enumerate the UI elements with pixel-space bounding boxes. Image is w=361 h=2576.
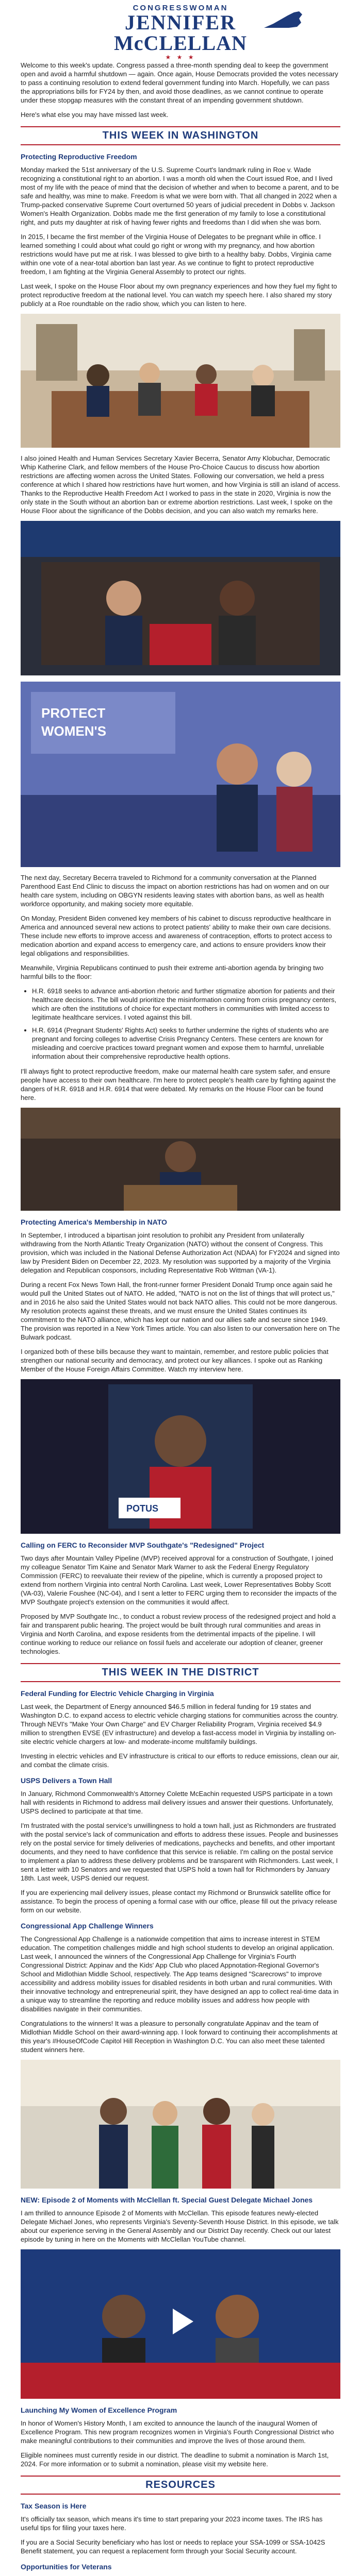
photo-house-floor: [21, 1108, 340, 1211]
photo-potus-interview: [21, 1379, 340, 1534]
photo-press-conference: [21, 314, 340, 448]
article-paragraph: In 2015, I became the first member of the Virginia House of Delegates to be pregnant while in office. I learned something I could about what could go right or wrong with my pregnancy, and how abortion restrictions would have put me at risk. I was blessed to give birth to a healthy baby. Dobbs, Virginia came within one vote of a near-total abortion ban last year. As we continue to fight to protect reproductive freedom, I am fighting at the Virginia General Assembly to protect our rights.: [21, 233, 332, 276]
logo-last-name: McCLELLAN: [114, 31, 247, 55]
article-paragraph: Eligible nominees must currently reside in our district. The deadline to submit a nomination is March 1st, 2024. For more information or to submit a nomination, please visit my website here.: [21, 2451, 329, 2468]
article-paragraph: On Monday, President Biden convened key members of his cabinet to discuss reproductive healthcare in America and announced several new actions to protect patients' ability to make their own care decisions. These include new efforts to improve access and awareness of contraception, efforts to protect access to medication abortion and expand access to emergency care, and actions to ensure providers know their legal obligations and responsibilities.: [21, 914, 332, 957]
logo-congress-text: CONGRESSWOMAN: [133, 3, 228, 12]
intro-paragraph: Welcome to this week's update. Congress passed a three-month spending deal to keep the government open and avoid a harmful shutdown — again. Once again, House Democrats provided the votes necessary to pass a continuing resolution to extend federal government funding into March. Hopefully, we can pass the appropriations bills for FY24 by then, and avoid those deadlines, as we cannot continue to operate under these stopgap measures with the constant threat of an impending government shutdown.: [21, 61, 338, 104]
article-heading: Federal Funding for Electric Vehicle Charging in Virginia: [21, 1689, 214, 1698]
photo-app-challenge-winners: [21, 2060, 340, 2189]
article-heading: Calling on FERC to Reconsider MVP Southgate's "Redesigned" Project: [21, 1541, 265, 1549]
logo-first-name: JENNIFER: [124, 10, 236, 34]
article-paragraph: If you are experiencing mail delivery issues, please contact my Richmond or Brunswick satellite office for assistance. To begin the process of opening a formal case with our office, please fill out the privacy release form on our website.: [21, 1889, 337, 1914]
article-paragraph: Last week, the Department of Energy announced $46.5 million in federal funding for 19 states and Washington D.C. to expand access to electric vehicle charging stations for communities across the country. Through NEVI's "Make Your Own Charge" and EV Charger Reliability Program, Virginia received $4.9 million to strengthen EVSE (EV infrastructure) and develop a fast-access model in Virginia by installing on-site electric vehicle chargers at low- and moderate-income multifamily buildings.: [21, 1703, 338, 1745]
article-heading: Opportunities for Veterans: [21, 2563, 112, 2571]
list-item: • H.R. 6918 seeks to advance anti-abortion rhetoric and further stigmatize abortion for patients and their healthcare decisions. The bill would prioritize the misinformation coming from crisis pregnancy centers, which are often the institutions of choice for expectant mothers in communities with limited access to legitimate healthcare services. I voted against this bill.: [32, 987, 340, 1022]
section-title: THIS WEEK IN THE DISTRICT: [102, 1667, 259, 1678]
intro-paragraph: Here's what else you may have missed last week.: [21, 111, 169, 118]
section-header-washington: [21, 126, 340, 145]
article-paragraph: I'm frustrated with the postal service's unwillingness to hold a town hall, just as Richmonders are frustrated with the postal service's lack of communication and efforts to address these issues. People and businesses rely on the postal service for timely deliveries of medications, paychecks and benefits, and other important documents, and they need to have confidence that this service is reliable. I'm calling on the postal service to implement a plan to address these delivery problems and be transparent with Richmonders. Last week, I sent a letter with 10 Senators and we requested that USPS hold a town hall for Richmonders by January 18th. Last week, USPS denied our request.: [21, 1822, 338, 1882]
article-paragraph: I organized both of these bills because they want to maintain, remember, and restore public policies that strengthen our national security and democracy, and protect our key alliances. I spoke out as Ranking Member of the House Foreign Affairs Committee. Watch my interview here.: [21, 1348, 329, 1373]
stars-decoration: ★ ★ ★: [165, 53, 196, 61]
article-paragraph: In September, I introduced a bipartisan joint resolution to prohibit any President from unilaterally withdrawing from the North Atlantic Treaty Organization (NATO) without the consent of Congress. This provision, which was included in the National Defense Authorization Act (NDAA) for FY2024 and signed into law by President Biden on December 22, 2023. My resolution was supported by a majority of the Virginia delegation and Republican cosponsors, including Representative Rob Wittman (VA-1).: [21, 1231, 340, 1274]
virginia-map-icon: [263, 9, 304, 30]
article-paragraph: Investing in electric vehicles and EV infrastructure is critical to our efforts to reduce emissions, clean our air, and combat the climate crisis.: [21, 1752, 339, 1769]
article-paragraph: I'll always fight to protect reproductive freedom, make our maternal health care system safer, and ensure people have access to their own healthcare. I'm here to protect people's health care by fighting against the dangers of H.R. 6918 and H.R. 6914 that were debated. My remarks on the House Floor can be found here.: [21, 1067, 336, 1101]
list-item: • H.R. 6914 (Pregnant Students' Rights Act) seeks to further undermine the rights of students who are pregnant and forcing colleges to advertise Crisis Pregnancy Centers. These centers are known for misleading and coercive practices toward pregnant women and expose them to harmful, unreliable information about their comprehensive reproductive health options.: [32, 1026, 340, 1061]
header-banner: [21, 3, 340, 61]
article-paragraph: Last week, I spoke on the House Floor about my own pregnancy experiences and how they fuel my fight to protect reproductive freedom at the national level. You can watch my speech here. I also shared my story publicly at a Roe roundtable on the radio show, which you can listen to here.: [21, 282, 337, 308]
article-paragraph: Meanwhile, Virginia Republicans continued to push their extreme anti-abortion agenda by bringing two harmful bills to the floor:: [21, 964, 324, 980]
article-heading: Tax Season is Here: [21, 2502, 87, 2510]
svg-text:PROTECT: PROTECT: [41, 705, 106, 721]
article-heading: NEW: Episode 2 of Moments with McClellan ft. Special Guest Delegate Michael Jones: [21, 2196, 313, 2204]
article-heading: Congressional App Challenge Winners: [21, 1922, 154, 1930]
article-paragraph: Proposed by MVP Southgate Inc., to conduct a robust review process of the redesigned project and hold a fair and transparent public hearing. The project would be built through rural communities and areas in Virginia and North Carolina, and expose residents from the detrimental impacts of the pipeline. I will continue working to reduce our reliance on fossil fuels and accelerate our adoption of cleaner, greener technologies.: [21, 1613, 336, 1655]
photo-planned-parenthood-event: [21, 682, 340, 867]
article-paragraph: If you are a Social Security beneficiary who has lost or needs to replace your SSA-1099 or SSA-1042S Benefit statement, you can request a replacement form through your Social Security account.: [21, 2538, 325, 2555]
logo: [114, 4, 247, 61]
article-heading: Launching My Women of Excellence Program: [21, 2406, 177, 2414]
article-paragraph: Congratulations to the winners! It was a pleasure to personally congratulate Appinav and the team of Midlothian Middle School on their award-winning app. I look forward to continuing their accomplishments at this year's #HouseOfCode Capitol Hill Reception in Washington D.C. You can also meet these talented student winners here.: [21, 2020, 338, 2054]
section-title: THIS WEEK IN WASHINGTON: [102, 130, 259, 141]
article-paragraph: In January, Richmond Commonwealth's Attorney Colette McEachin requested USPS participate in a town hall with residents in Richmond to address mail delivery issues and answer their questions. Unfortunately, USPS declined to participate at that time.: [21, 1790, 333, 1815]
photo-caption: I also joined Health and Human Services Secretary Xavier Becerra, Senator Amy Klobuchar, Democratic Whip Katherine Clark, and fellow members of the House Pro-Choice Caucus to discuss how abortion restrictions are affecting women across the United States. Following our conversation, we held a press conference at which I shared how restrictions have hurt women, and how Virginia is still an island of access. Thanks to the Reproductive Health Freedom Act I worked to pass in the state in 2020, Virginia is now the only state in the South without an abortion ban or extreme abortion restrictions. Last week, I spoke on the House Floor about the significance of the Dobbs decision, and you can also watch my remarks here.: [21, 454, 340, 515]
article-paragraph: I am thrilled to announce Episode 2 of Moments with McClellan. This episode features newly-elected Delegate Michael Jones, who represents Virginia's Seventy-Seventh House District. In this episode, we talk about our experience serving in the General Assembly and our District Day recently. Check out our latest episode by tuning in here on the Moments with McClellan YouTube channel.: [21, 2209, 339, 2243]
article-paragraph: It's officially tax season, which means it's time to start preparing your 2023 income taxes. The IRS has useful tips for filing your taxes here.: [21, 2515, 323, 2532]
bill-list: [32, 987, 340, 1061]
photo-caption: The next day, Secretary Becerra traveled to Richmond for a community conversation at the Planned Parenthood East End Clinic to discuss the impact on abortion restrictions has had on women and on our health care system, including on OBGYN residents leaving states with abortion bans, as well as health workforce opportunity, and making society more equitable.: [21, 874, 330, 908]
article-paragraph: In honor of Women's History Month, I am excited to announce the launch of the inaugural Women of Excellence Program. This new program recognizes women in Virginia's Fourth Congressional District who make meaningful contributions to their communities and improve the lives of those around them.: [21, 2419, 334, 2445]
article-paragraph: Two days after Mountain Valley Pipeline (MVP) received approval for a construction of Southgate, I joined my colleague Senator Tim Kaine and Senator Mark Warner to ask the Federal Energy Regulatory Commission (FERC) to reevaluate their review of the pipeline, which is currently a proposed project to extend from northern Virginia into central North Carolina. Last week, Lower Representatives Bobby Scott (VA-03), Valerie Foushee (NC-04), and I sent a letter to FERC urging them to reconsider the impacts of the MVP Southgate project's extension on the communities it would affect.: [21, 1554, 337, 1606]
section-header-resources: [21, 2476, 340, 2495]
article-heading: Protecting Reproductive Freedom: [21, 152, 137, 161]
article-heading: USPS Delivers a Town Hall: [21, 1776, 112, 1785]
article-heading: Protecting America's Membership in NATO: [21, 1218, 167, 1226]
photo-moments-episode[interactable]: [21, 2249, 340, 2399]
article-paragraph: The Congressional App Challenge is a nationwide competition that aims to increase interest in STEM education. The competition challenges middle and high school students to develop an original application. Last week, I announced the winners of the Congressional App Challenge for Virginia's Fourth Congressional District: Appinav and the Kids' App Club who placed Appnotation-Regional Governor's School and Midlothian Middle School, respectively. The App teams designed "Scarecrows" to improve accessibility and address mobility issues for disabled residents in both urban and rural communities. With their innovative technology and entrepreneurial spirit, they have designed an app to collect real-time data in a unique way to streamline the reporting and reduce mobility issues and address how people with disabilities navigate in their communities.: [21, 1935, 339, 2013]
svg-text:WOMEN'S: WOMEN'S: [41, 723, 107, 739]
article-paragraph: During a recent Fox News Town Hall, the front-runner former President Donald Trump once again said he would pull the United States out of NATO. He added, "NATO is not on the list of things that will protect us," and in 2016 he also said the United States would not back NATO allies. This could not be more dangerous. My resolution protects against these threats, and we must ensure the United States continues its commitment to the NATO alliance, which has kept our nation and our allies safe and secure since 1949. The provision was reported in a New York Times article. You can also listen to our conversation here on The Bulwark podcast.: [21, 1281, 340, 1341]
section-header-district: [21, 1663, 340, 1682]
section-title: RESOURCES: [145, 2479, 216, 2490]
photo-becerra-richmond: [21, 521, 340, 675]
article-paragraph: Monday marked the 51st anniversary of the U.S. Supreme Court's landmark ruling in Roe v. Wade recognizing a constitutional right to an abortion. I was a month old when the Court issued Roe, and I lived most of my life with the peace of mind that the decision of whether and when to become a parent, and to be safe and healthy, was mine to make. Freedom is what we were born with. That all changed in 2022 when a Trump-packed conservative Supreme Court overturned 50 years of judicial precedent in Dobbs v. Jackson Women's Health Organization. Dobbs made me the first generation of my family to lose a constitutional right, and puts my daughter at risk of having fewer rights and freedoms than I did when she was born.: [21, 166, 339, 226]
potus-label: POTUS: [126, 1503, 159, 1514]
